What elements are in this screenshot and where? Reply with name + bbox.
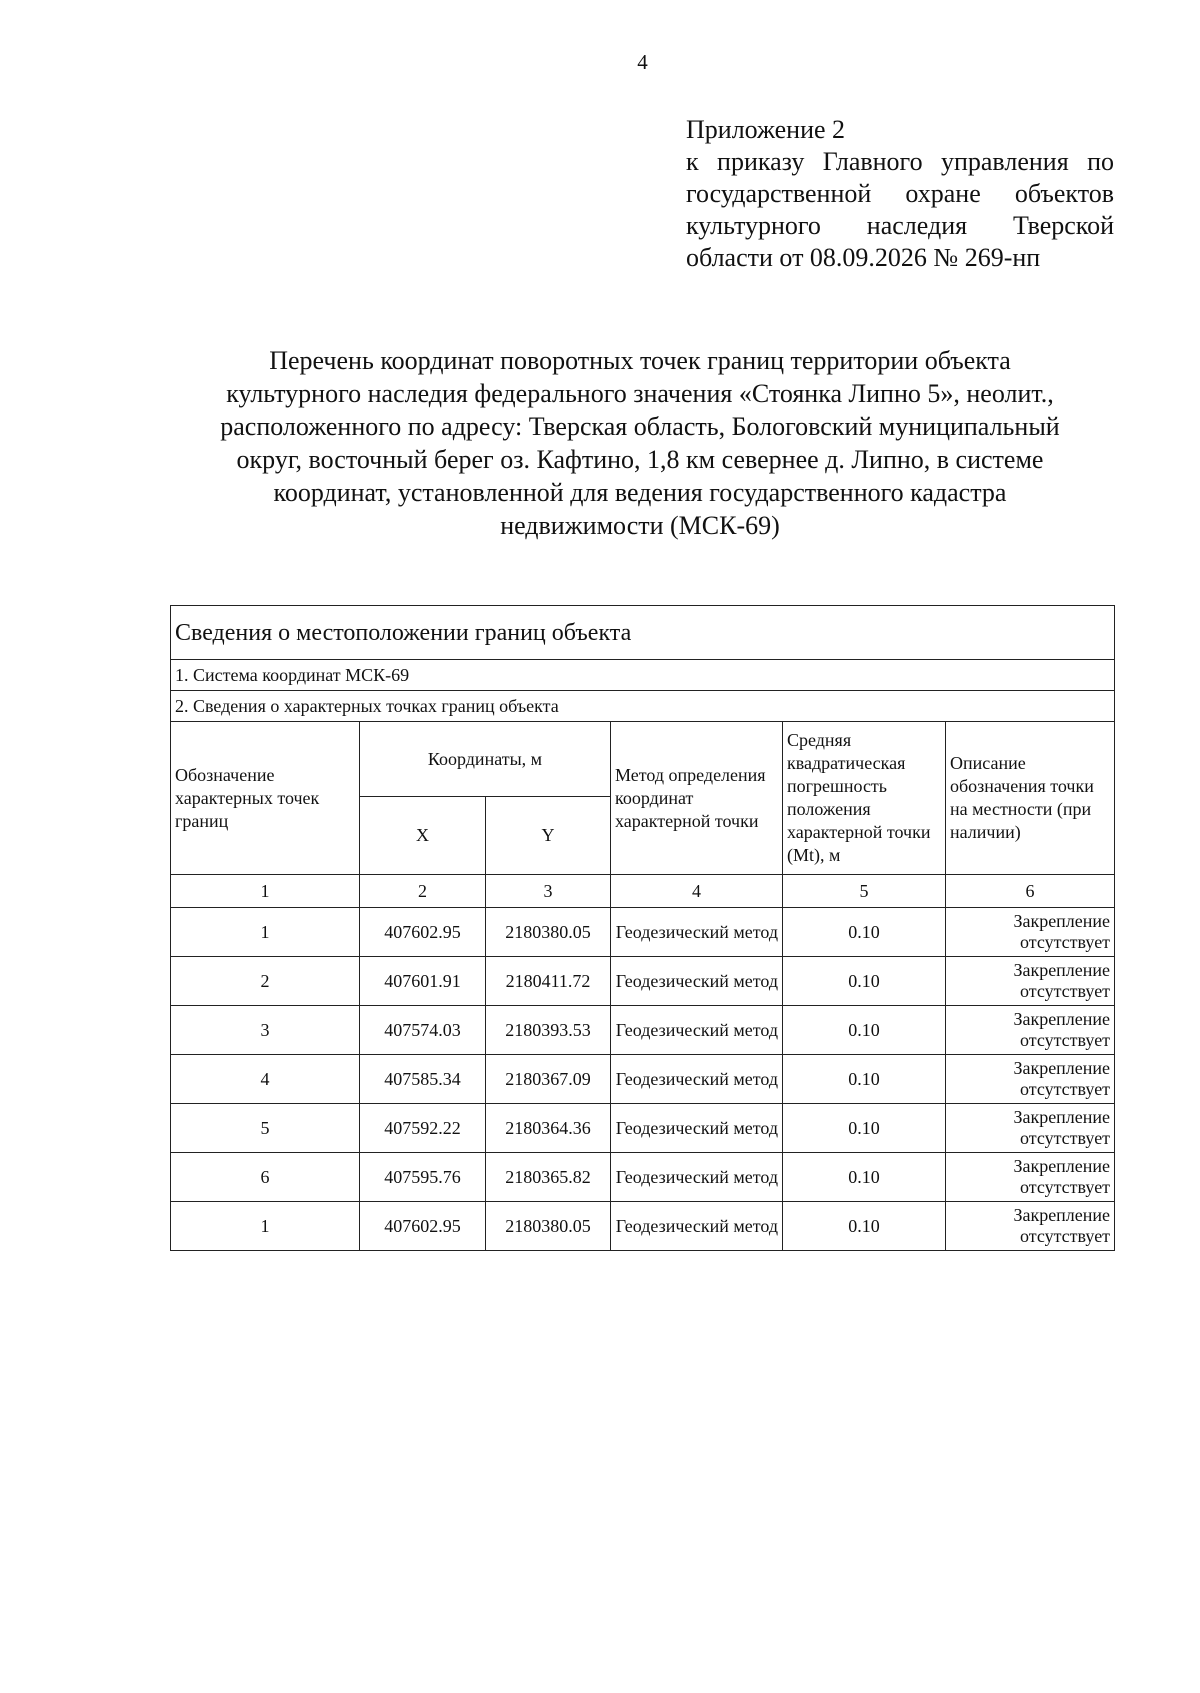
table-row xyxy=(171,1055,1115,1104)
table-row xyxy=(171,1006,1115,1055)
y-cell: 2180365.82 xyxy=(486,1153,611,1202)
header-method: Метод определения координат характерной точки xyxy=(611,722,783,875)
x-cell: 407602.95 xyxy=(360,908,486,957)
point-cell: 1 xyxy=(171,1202,360,1251)
y-cell: 2180393.53 xyxy=(486,1006,611,1055)
point-cell: 6 xyxy=(171,1153,360,1202)
coordinates-table xyxy=(170,605,1115,1251)
description-cell: Закрепление отсутствует xyxy=(946,1104,1115,1153)
header-description: Описание обозначения точки на местности (при наличии) xyxy=(946,722,1115,875)
document-title xyxy=(170,344,1110,542)
x-cell: 407602.95 xyxy=(360,1202,486,1251)
appendix-block xyxy=(686,114,1114,274)
table-row xyxy=(171,1104,1115,1153)
column-number: 6 xyxy=(946,875,1115,908)
error-cell: 0.10 xyxy=(783,1153,946,1202)
point-cell: 3 xyxy=(171,1006,360,1055)
points-info: 2. Сведения о характерных точках границ объекта xyxy=(171,691,1115,722)
column-number: 5 xyxy=(783,875,946,908)
title-line: округ, восточный берег оз. Кафтино, 1,8 км севернее д. Липно, в системе xyxy=(236,445,1044,474)
description-cell: Закрепление отсутствует xyxy=(946,957,1115,1006)
header-error: Средняя квадратическая погрешность положения характерной точки (Mt), м xyxy=(783,722,946,875)
description-cell: Закрепление отсутствует xyxy=(946,908,1115,957)
appendix-title: Приложение 2 xyxy=(686,115,846,144)
x-cell: 407574.03 xyxy=(360,1006,486,1055)
y-cell: 2180380.05 xyxy=(486,908,611,957)
header-designation: Обозначение характерных точек границ xyxy=(171,722,360,875)
x-cell: 407585.34 xyxy=(360,1055,486,1104)
table-row xyxy=(171,908,1115,957)
header-x: X xyxy=(360,797,486,875)
x-cell: 407601.91 xyxy=(360,957,486,1006)
point-cell: 2 xyxy=(171,957,360,1006)
error-cell: 0.10 xyxy=(783,1055,946,1104)
method-cell: Геодезический метод xyxy=(611,1202,783,1251)
column-number: 1 xyxy=(171,875,360,908)
title-line: координат, установленной для ведения государственного кадастра xyxy=(273,478,1007,507)
error-cell: 0.10 xyxy=(783,957,946,1006)
x-cell: 407595.76 xyxy=(360,1153,486,1202)
column-number: 3 xyxy=(486,875,611,908)
title-line: Перечень координат поворотных точек границ территории объекта xyxy=(269,346,1011,375)
column-number: 4 xyxy=(611,875,783,908)
title-line: культурного наследия федерального значения «Стоянка Липно 5», неолит., xyxy=(226,379,1054,408)
description-cell: Закрепление отсутствует xyxy=(946,1055,1115,1104)
x-cell: 407592.22 xyxy=(360,1104,486,1153)
point-cell: 4 xyxy=(171,1055,360,1104)
description-cell: Закрепление отсутствует xyxy=(946,1006,1115,1055)
error-cell: 0.10 xyxy=(783,1202,946,1251)
description-cell: Закрепление отсутствует xyxy=(946,1202,1115,1251)
point-cell: 5 xyxy=(171,1104,360,1153)
column-number: 2 xyxy=(360,875,486,908)
title-line: недвижимости (МСК-69) xyxy=(500,511,780,540)
coord-system: 1. Система координат МСК-69 xyxy=(171,660,1115,691)
section-title: Сведения о местоположении границ объекта xyxy=(171,606,1115,660)
page-number: 4 xyxy=(637,50,648,74)
table-row xyxy=(171,957,1115,1006)
y-cell: 2180367.09 xyxy=(486,1055,611,1104)
error-cell: 0.10 xyxy=(783,1006,946,1055)
title-line: расположенного по адресу: Тверская область, Бологовский муниципальный xyxy=(220,412,1060,441)
method-cell: Геодезический метод xyxy=(611,1153,783,1202)
header-coordinates: Координаты, м xyxy=(360,722,611,797)
table-row xyxy=(171,1202,1115,1251)
error-cell: 0.10 xyxy=(783,908,946,957)
y-cell: 2180380.05 xyxy=(486,1202,611,1251)
method-cell: Геодезический метод xyxy=(611,908,783,957)
y-cell: 2180364.36 xyxy=(486,1104,611,1153)
table-row xyxy=(171,1153,1115,1202)
y-cell: 2180411.72 xyxy=(486,957,611,1006)
method-cell: Геодезический метод xyxy=(611,957,783,1006)
method-cell: Геодезический метод xyxy=(611,1006,783,1055)
point-cell: 1 xyxy=(171,908,360,957)
header-y: Y xyxy=(486,797,611,875)
error-cell: 0.10 xyxy=(783,1104,946,1153)
description-cell: Закрепление отсутствует xyxy=(946,1153,1115,1202)
appendix-text: к приказу Главного управления по государственной охране объектов культурного наследия Тверской области от 08.09.2026 № 269-нп xyxy=(686,147,1114,272)
method-cell: Геодезический метод xyxy=(611,1104,783,1153)
method-cell: Геодезический метод xyxy=(611,1055,783,1104)
